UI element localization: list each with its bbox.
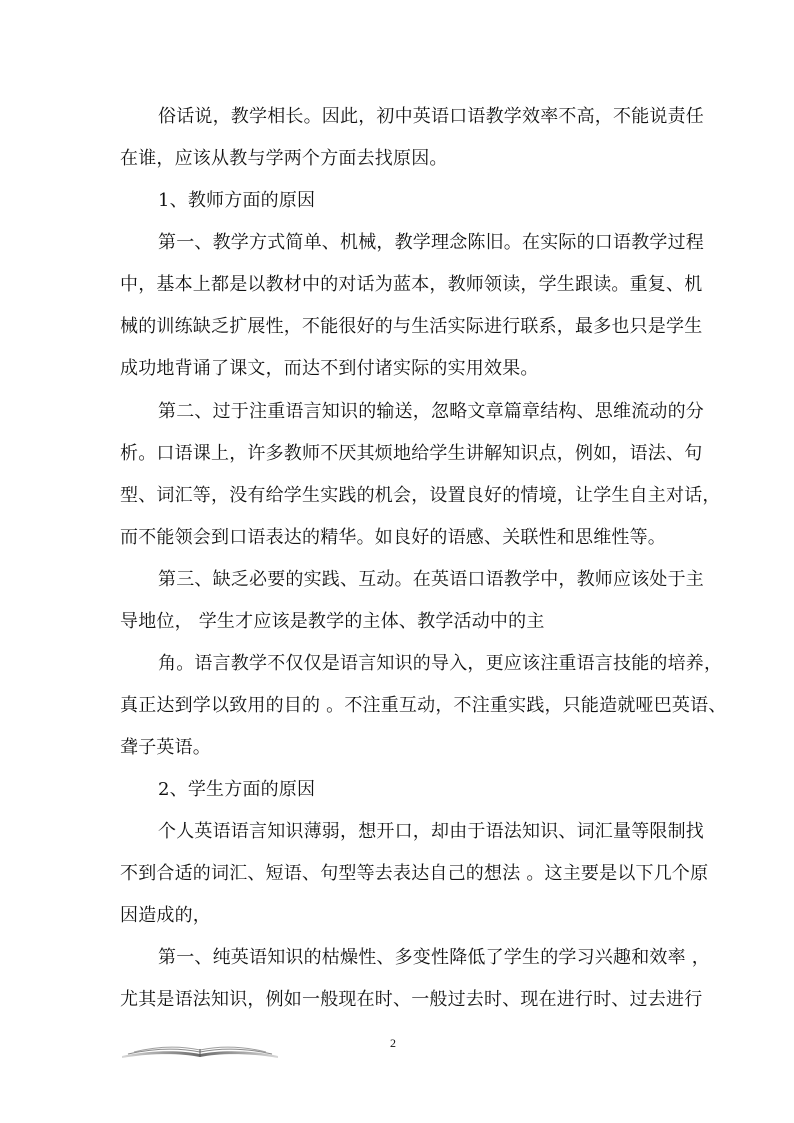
text-line: 析。口语课上，许多教师不厌其烦地给学生讲解知识点，例如，语法、句: [120, 443, 703, 464]
text-line: 因造成的，: [120, 905, 211, 926]
text-line: 第二、过于注重语言知识的输送，忽略文章篇章结构、思维流动的分: [158, 401, 704, 422]
page-number: 2: [390, 1036, 396, 1050]
text-line: 第一、纯英语知识的枯燥性、多变性降低了学生的学习兴趣和效率 ，: [158, 947, 710, 968]
text-line: 俗话说，教学相长。因此，初中英语口语教学效率不高，不能说责任: [158, 106, 704, 127]
open-book-icon: [120, 1040, 280, 1060]
text-line: 第三、缺乏必要的实践、互动。在英语口语教学中，教师应该处于主: [158, 569, 704, 590]
section-heading: 2、学生方面的原因: [158, 779, 316, 800]
text-line: 成功地背诵了课文，而达不到付诸实际的实用效果。: [120, 358, 539, 379]
text-line: 械的训练缺乏扩展性，不能很好的与生活实际进行联系，最多也只是学生: [120, 316, 703, 337]
text-line: 第一、教学方式简单、机械，教学理念陈旧。在实际的口语教学过程: [158, 232, 704, 253]
text-line: 中，基本上都是以教材中的对话为蓝本，教师领读，学生跟读。重复、机: [120, 274, 703, 295]
text-line: 真正达到学以致用的目的 。不注重互动，不注重实践，只能造就哑巴英语、: [120, 695, 727, 716]
text-line: 聋子英语。: [120, 737, 211, 758]
text-line: 尤其是语法知识，例如一般现在时、一般过去时、现在进行时、过去进行: [120, 989, 703, 1010]
text-line: 在谁，应该从教与学两个方面去找原因。: [120, 148, 448, 169]
text-line: 型、词汇等，没有给学生实践的机会，设置良好的情境，让学生自主对话，: [120, 485, 721, 506]
text-line: 导地位， 学生才应该是教学的主体、教学活动中的主: [120, 611, 545, 632]
text-line: 角。语言教学不仅仅是语言知识的导入，更应该注重语言技能的培养，: [158, 653, 723, 674]
text-line: 而不能领会到口语表达的精华。如良好的语感、关联性和思维性等。: [120, 527, 666, 548]
section-heading: 1、教师方面的原因: [158, 190, 316, 211]
text-line: 个人英语语言知识薄弱，想开口，却由于语法知识、词汇量等限制找: [158, 821, 704, 842]
text-line: 不到合适的词汇、短语、句型等去表达自己的想法 。这主要是以下几个原: [120, 863, 709, 884]
